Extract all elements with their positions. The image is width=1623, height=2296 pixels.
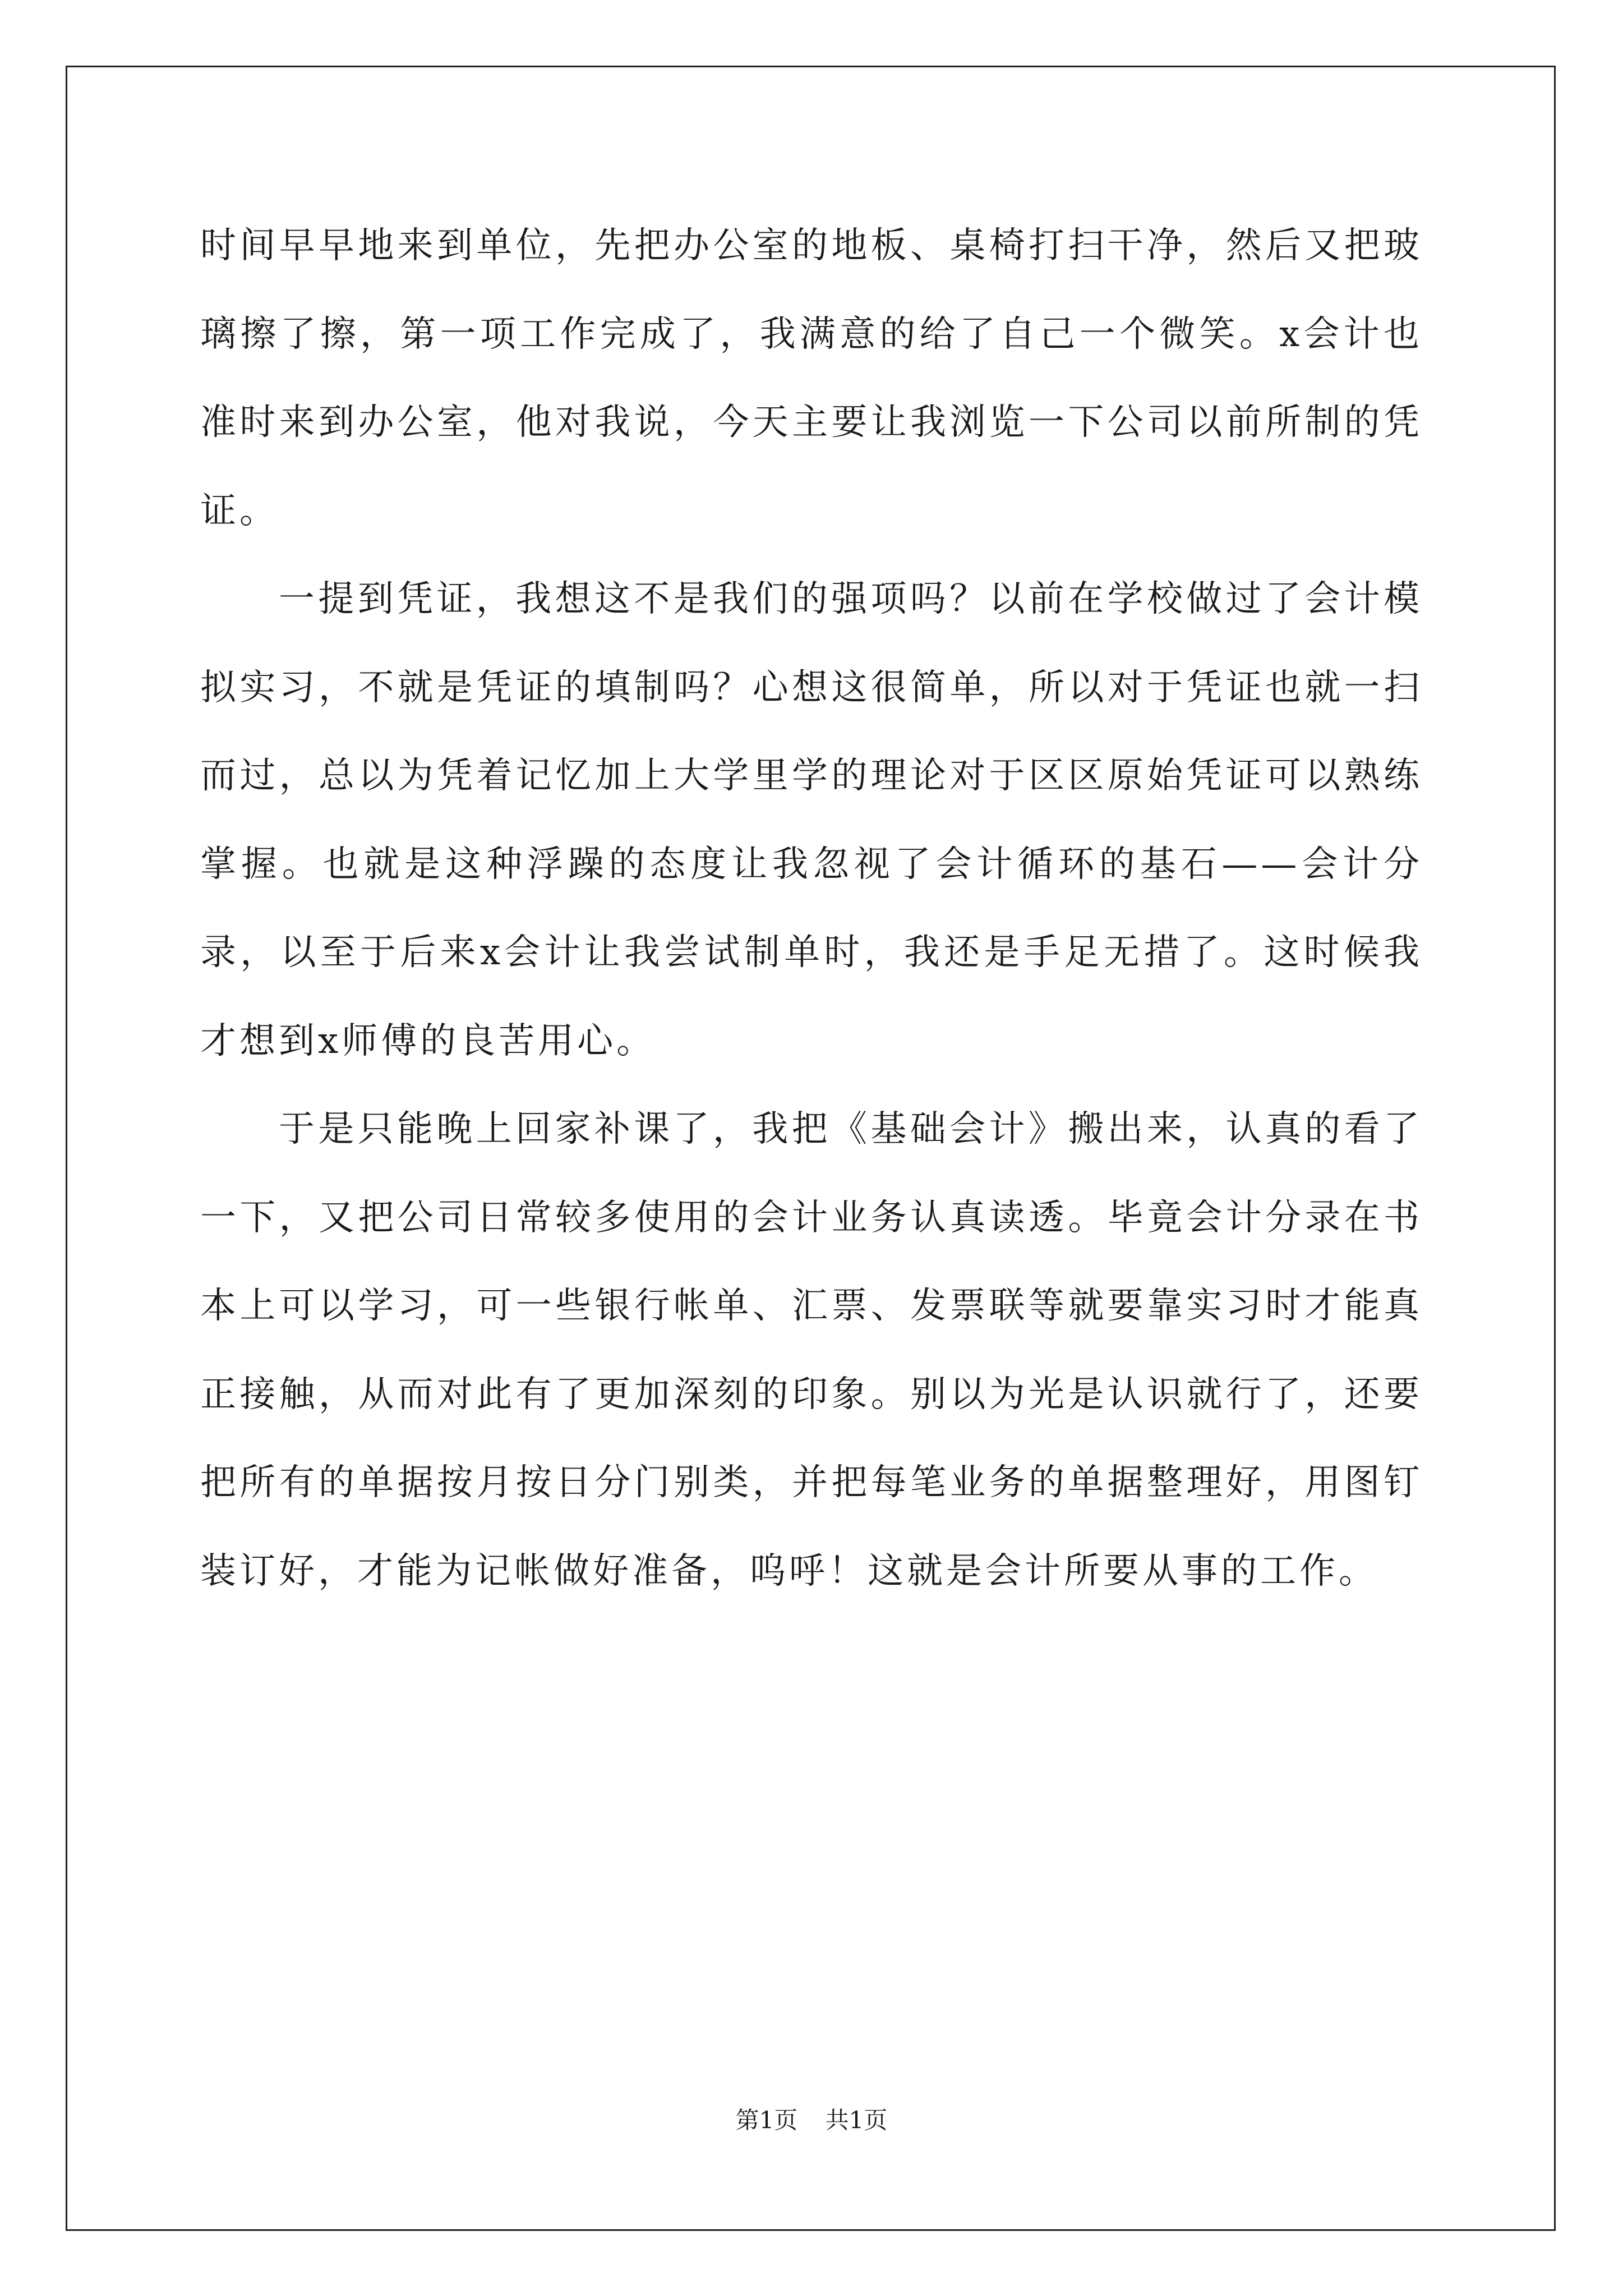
document-body: [200, 202, 1423, 1616]
page-footer: [0, 2106, 1623, 2134]
page-number-total: 共1页: [825, 2106, 888, 2134]
paragraph-3: 于是只能晚上回家补课了，我把《基础会计》搬出来，认真的看了一下，又把公司日常较多使用的会计业务认真读透。毕竟会计分录在书本上可以学习，可一些银行帐单、汇票、发票联等就要靠实习时才能真正接触，从而对此有了更加深刻的印象。别以为光是认识就行了，还要把所有的单据按月按日分门别类，并把每笔业务的单据整理好，用图钉装订好，才能为记帐做好准备，呜呼！这就是会计所要从事的工作。: [200, 1108, 1423, 1592]
paragraph-1: 时间早早地来到单位，先把办公室的地板、桌椅打扫干净，然后又把玻璃擦了擦，第一项工作完成了，我满意的给了自己一个微笑。x会计也准时来到办公室，他对我说，今天主要让我浏览一下公司以前所制的凭证。: [200, 225, 1423, 532]
paragraph-2: 一提到凭证，我想这不是我们的强项吗？以前在学校做过了会计模拟实习，不就是凭证的填制吗？心想这很简单，所以对于凭证也就一扫而过，总以为凭着记忆加上大学里学的理论对于区区原始凭证可以熟练掌握。也就是这种浮躁的态度让我忽视了会计循环的基石——会计分录，以至于后来x会计让我尝试制单时，我还是手足无措了。这时候我才想到x师傅的良苦用心。: [200, 578, 1423, 1062]
page-number-current: 第1页: [735, 2106, 798, 2134]
